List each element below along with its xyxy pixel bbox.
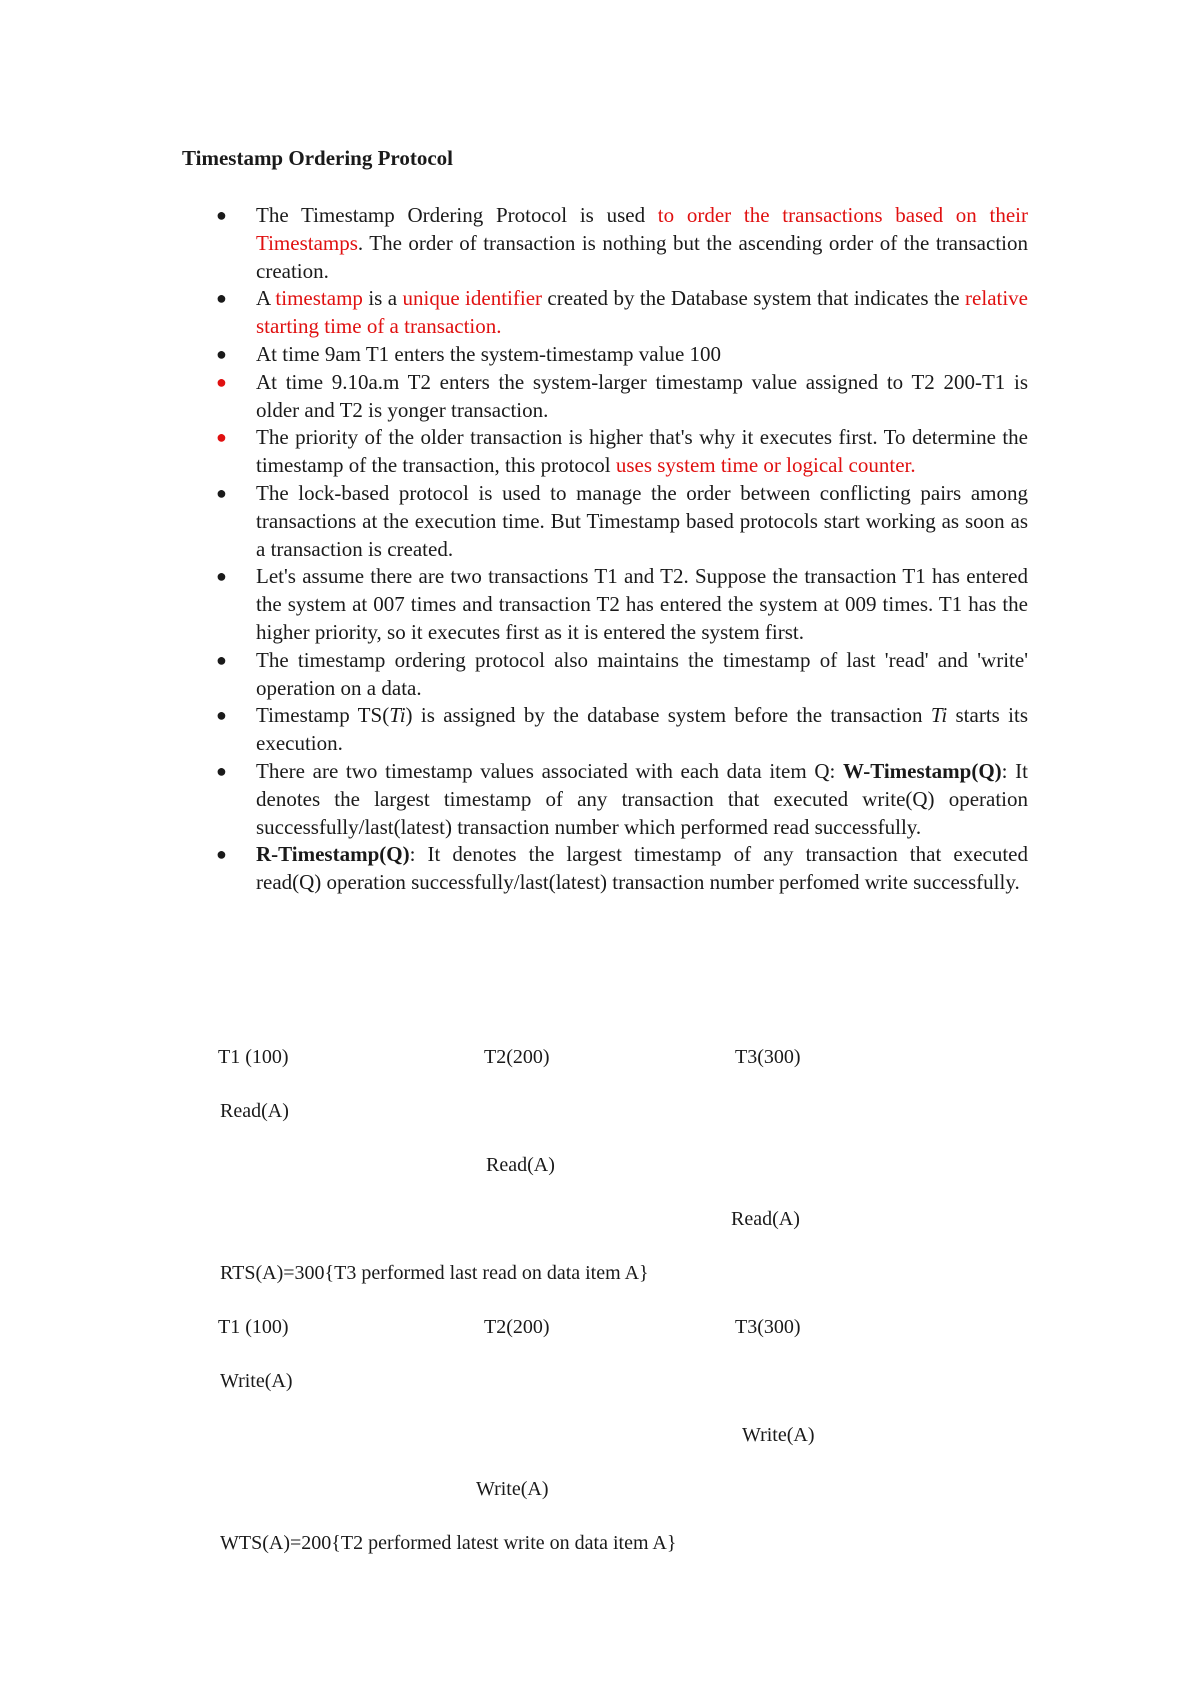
bullet-icon: ● bbox=[216, 205, 227, 225]
ex1-t1-op: Read(A) bbox=[220, 1100, 289, 1122]
list-item: ● The lock-based protocol is used to manage the order between conflicting pairs among transactions at the execution time. But Timestamp based protocols start working as soon as a transaction is created. bbox=[216, 480, 1028, 561]
ex1-t2-header: T2(200) bbox=[484, 1046, 550, 1068]
ex2-t3-op: Write(A) bbox=[742, 1424, 815, 1446]
bullet-icon: ● bbox=[216, 760, 227, 781]
bullet-icon: ● bbox=[216, 288, 227, 309]
ex2-t3-header: T3(300) bbox=[735, 1316, 801, 1338]
page-title: Timestamp Ordering Protocol bbox=[182, 146, 454, 170]
bullet-icon: ● bbox=[216, 371, 227, 392]
ex1-result: RTS(A)=300{T3 performed last read on data item A} bbox=[220, 1262, 649, 1284]
list-item: ● The timestamp ordering protocol also maintains the timestamp of last 'read' and 'write' operation on a data. bbox=[216, 647, 1028, 700]
bullet-icon: ● bbox=[216, 343, 227, 364]
list-item: ● A timestamp is a unique identifier created by the Database system that indicates the relative starting time of a transaction. bbox=[216, 286, 1029, 339]
ex2-t1-header: T1 (100) bbox=[218, 1316, 289, 1338]
list-item: ● The Timestamp Ordering Protocol is used to order the transactions based on their Timestamps. The order of transaction is nothing but the ascending order of the transaction creation. bbox=[216, 203, 1028, 283]
list-item: ● At time 9.10a.m T2 enters the system-larger timestamp value assigned to T2 200-T1 is older and T2 is yonger transaction. bbox=[216, 369, 1028, 422]
bullet-icon: ● bbox=[216, 482, 227, 503]
ex2-t1-op: Write(A) bbox=[220, 1370, 293, 1392]
list-item: ● R-Timestamp(Q): It denotes the largest timestamp of any transaction that executed read(Q) operation successfully/last(latest) transaction number perfomed write successfully. bbox=[216, 842, 1028, 895]
list-item: ● The priority of the older transaction is higher that's why it executes first. To determine the timestamp of the transaction, this protocol uses system time or logical counter. bbox=[216, 425, 1028, 478]
ex1-t3-header: T3(300) bbox=[735, 1046, 801, 1068]
list-item: ● Let's assume there are two transactions T1 and T2. Suppose the transaction T1 has entered the system at 007 times and transaction T2 has entered the system at 009 times. T1 has the higher priority, so it executes first as it is entered the system first. bbox=[216, 564, 1028, 644]
list-item: ● At time 9am T1 enters the system-timestamp value 100 bbox=[216, 341, 1028, 369]
ex2-result: WTS(A)=200{T2 performed latest write on data item A} bbox=[220, 1532, 677, 1554]
ex1-t3-op: Read(A) bbox=[731, 1208, 800, 1230]
ex2-t2-header: T2(200) bbox=[484, 1316, 550, 1338]
bullet-icon: ● bbox=[216, 566, 227, 587]
bullet-icon: ● bbox=[216, 649, 227, 670]
list-item: ● Timestamp TS(Ti) is assigned by the database system before the transaction Ti starts its execution. bbox=[216, 703, 1028, 756]
bullet-icon: ● bbox=[216, 844, 227, 865]
ex2-t2-op: Write(A) bbox=[476, 1478, 549, 1500]
list-item: ● There are two timestamp values associated with each data item Q: W-Timestamp(Q): It denotes the largest timestamp of any transaction that executed write(Q) operation successfully/last(latest) transaction number which performed read successfully. bbox=[216, 758, 1028, 839]
ex1-t2-op: Read(A) bbox=[486, 1154, 555, 1176]
bullet-list bbox=[216, 202, 1028, 897]
bullet-icon: ● bbox=[216, 705, 227, 726]
ex1-t1-header: T1 (100) bbox=[218, 1046, 289, 1068]
bullet-icon: ● bbox=[216, 427, 227, 448]
